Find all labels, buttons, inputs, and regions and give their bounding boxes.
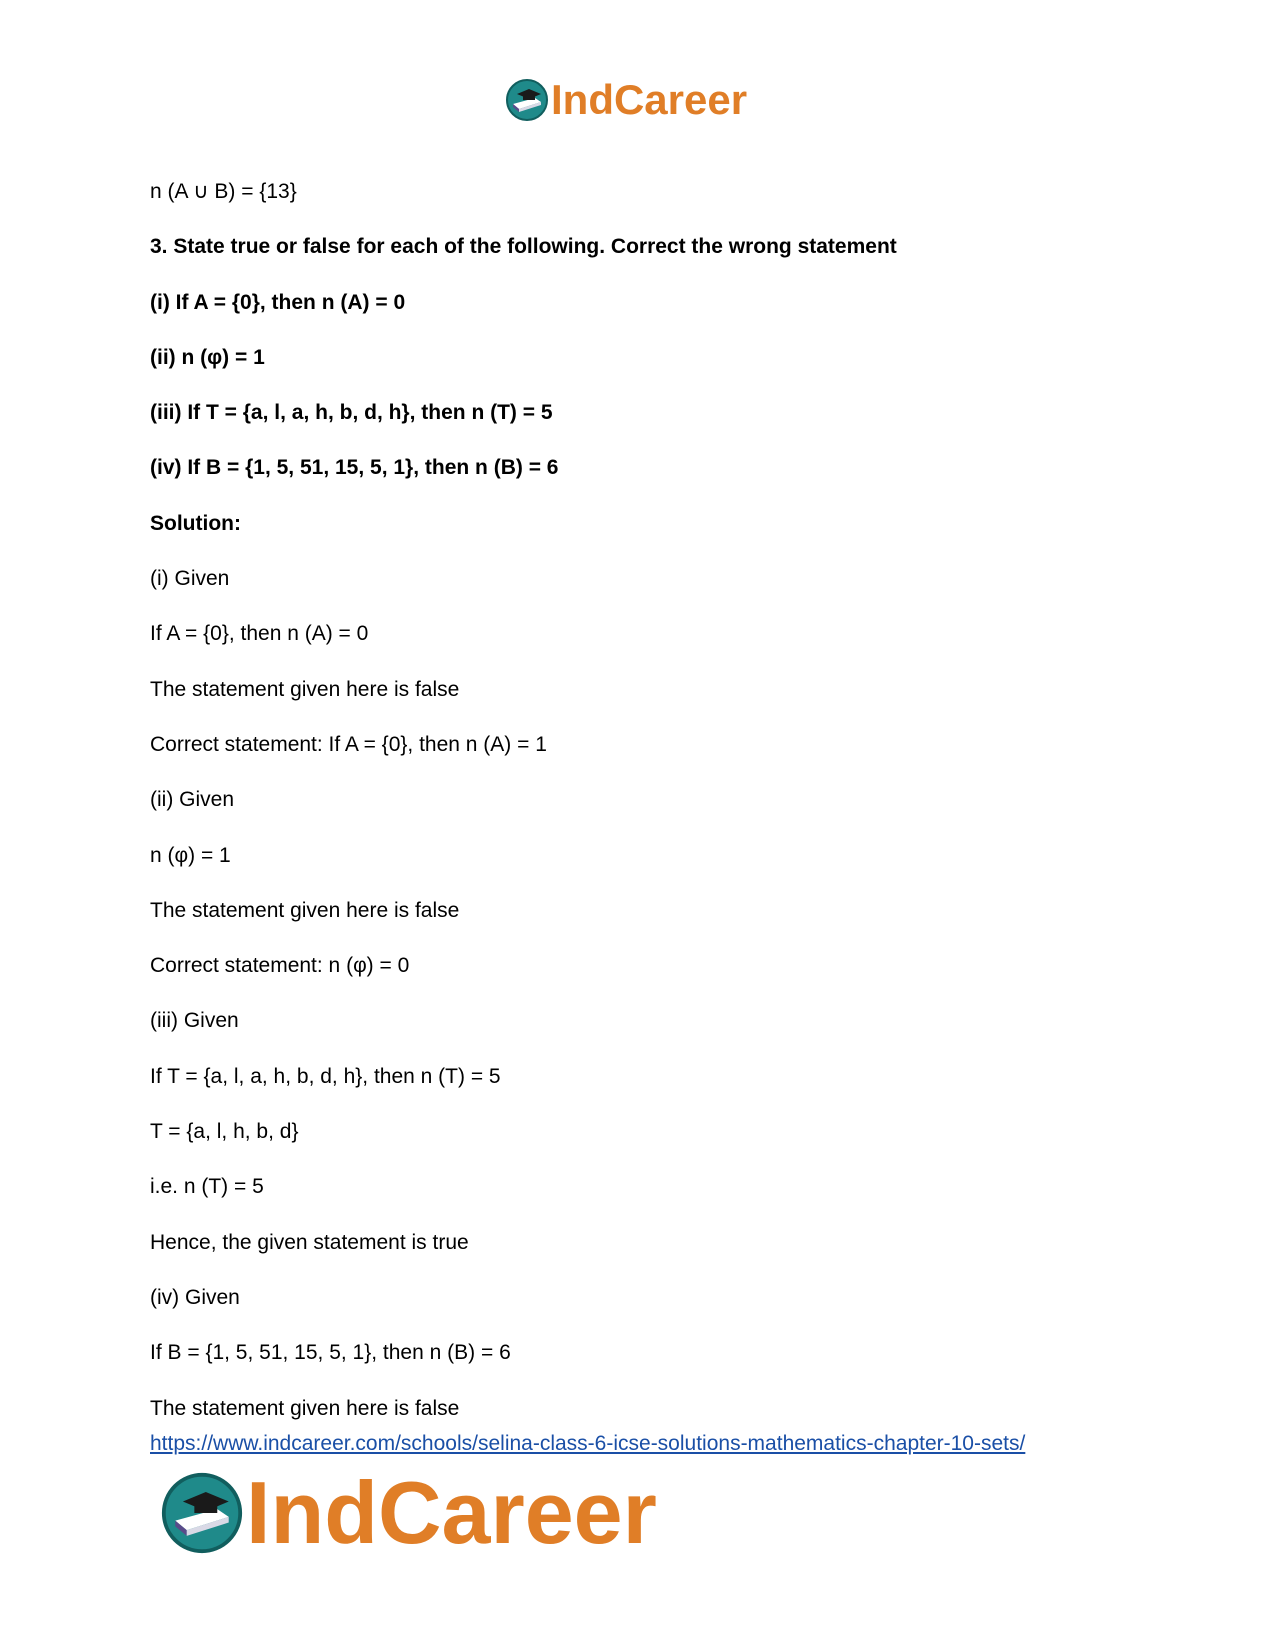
graduation-cap-icon [160, 1471, 244, 1555]
question-part: (iii) If T = {a, l, a, h, b, d, h}, then n (T) = 5 [150, 401, 553, 425]
question-part: (iv) If B = {1, 5, 51, 15, 5, 1}, then n (B) = 6 [150, 456, 559, 480]
text-line: If B = {1, 5, 51, 15, 5, 1}, then n (B) = 6 [150, 1341, 511, 1365]
question-part: (i) If A = {0}, then n (A) = 0 [150, 290, 406, 314]
graduation-cap-icon [505, 78, 549, 122]
text-line: n (A ∪ B) = {13} [150, 180, 297, 203]
text-line: Hence, the given statement is true [150, 1230, 469, 1254]
text-line: The statement given here is false [150, 677, 460, 701]
text-line: The statement given here is false [150, 898, 460, 922]
text-line: If A = {0}, then n (A) = 0 [150, 622, 369, 646]
text-line: (iv) Given [150, 1285, 240, 1309]
text-line: If T = {a, l, a, h, b, d, h}, then n (T) = 5 [150, 1064, 501, 1088]
text-line: (iii) Given [150, 1009, 239, 1033]
text-line: T = {a, l, h, b, d} [150, 1120, 299, 1144]
header-logo [505, 78, 747, 122]
text-line: i.e. n (T) = 5 [150, 1175, 264, 1199]
text-line: (i) Given [150, 567, 230, 591]
solution-heading: Solution: [150, 511, 241, 535]
text-line: n (φ) = 1 [150, 843, 231, 867]
question-heading: 3. State true or false for each of the following. Correct the wrong statement [150, 235, 897, 259]
footer-logo [160, 1463, 657, 1562]
logo-wordmark: IndCareer [551, 76, 748, 123]
document-body [150, 175, 1150, 1447]
logo-wordmark: IndCareer [246, 1463, 657, 1562]
source-link[interactable]: https://www.indcareer.com/schools/selina-class-6-icse-solutions-mathematics-chapter-10-sets/ [150, 1432, 1026, 1455]
text-line: Correct statement: n (φ) = 0 [150, 954, 410, 978]
text-line: The statement given here is false [150, 1396, 460, 1420]
text-line: Correct statement: If A = {0}, then n (A) = 1 [150, 732, 547, 756]
question-part: (ii) n (φ) = 1 [150, 345, 265, 369]
text-line: (ii) Given [150, 788, 235, 812]
